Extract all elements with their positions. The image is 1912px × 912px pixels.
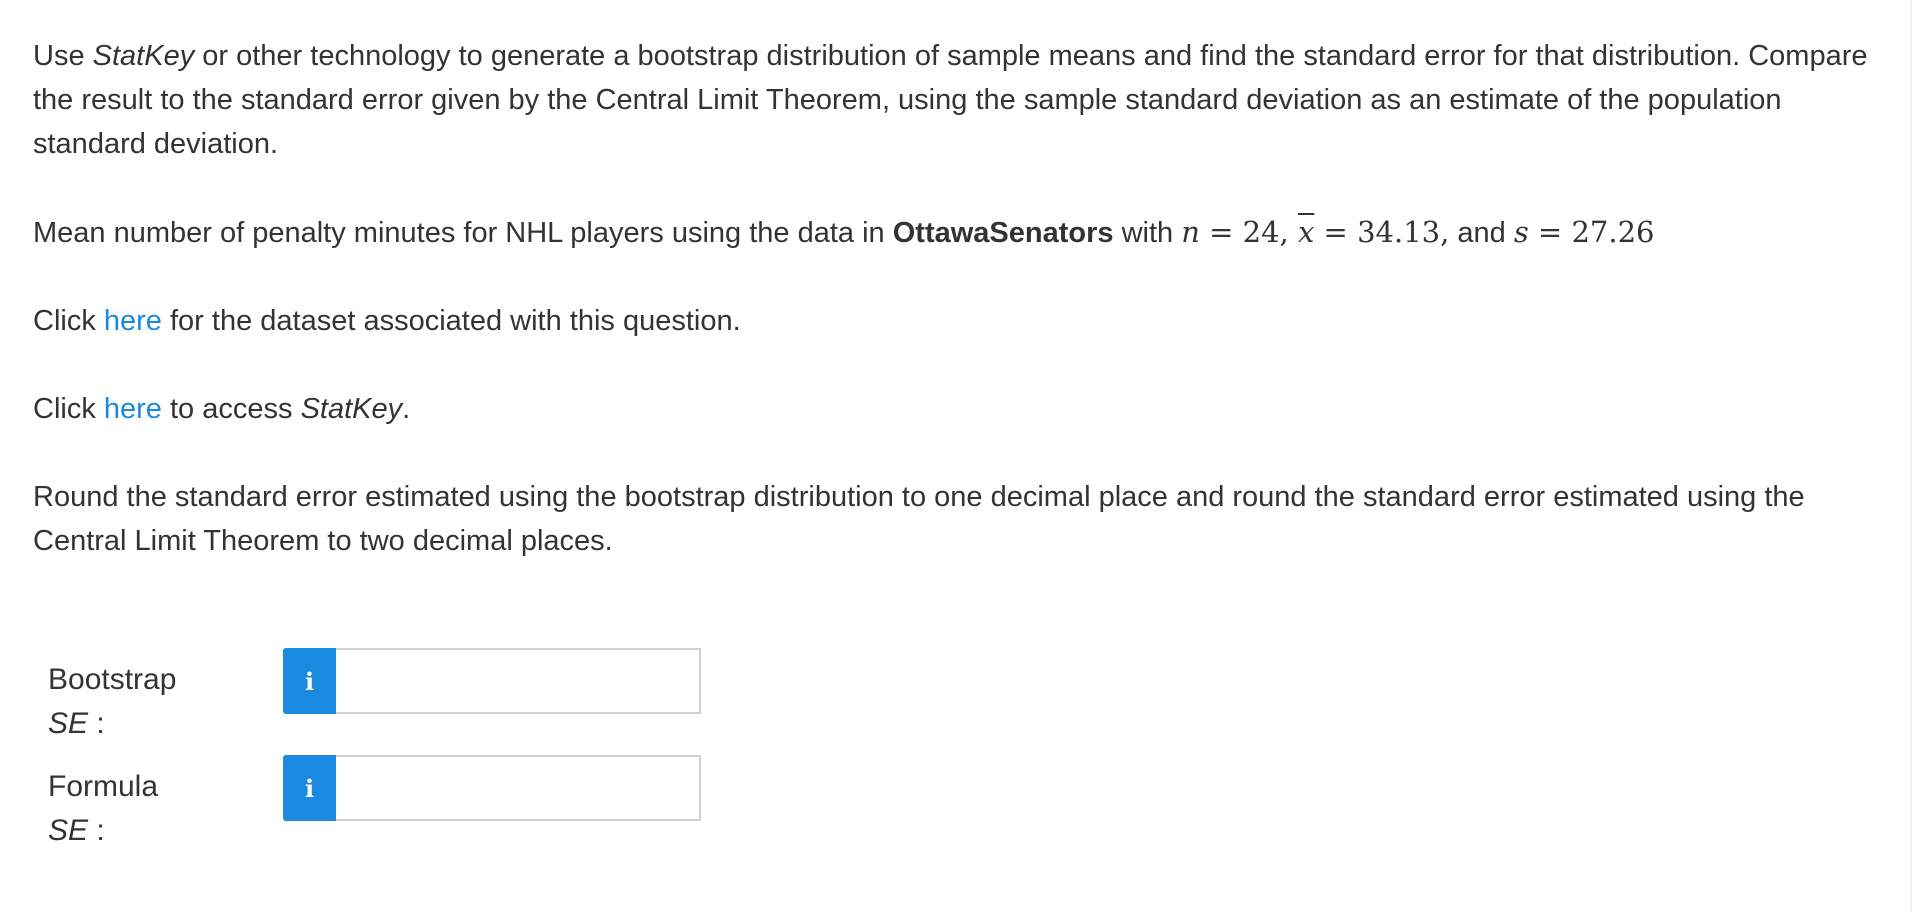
dataset-description <box>33 210 1893 255</box>
xbar-value: = 34.13, <box>1314 215 1450 249</box>
statkey-link-text: to access <box>161 393 301 425</box>
n-value: = 24, <box>1199 215 1298 249</box>
dataset-link-text: for the dataset associated with this question. <box>161 305 741 337</box>
colon-2: : <box>88 814 105 847</box>
rounding-instructions: Round the standard error estimated using the bootstrap distribution to one decimal place and round the standard error estimated using the Central Limit Theorem to two decimal places. <box>33 481 1805 557</box>
formula-label-text: Formula <box>48 770 159 803</box>
with-text: with <box>1113 217 1182 249</box>
se-abbrev-2: SE <box>48 814 89 847</box>
n-symbol: n <box>1181 215 1200 249</box>
dataset-name: OttawaSenators <box>892 217 1114 249</box>
se-abbrev: SE <box>48 707 89 740</box>
bootstrap-label-text: Bootstrap <box>48 663 177 696</box>
instructions-text: Use <box>33 40 93 72</box>
statkey-name-2: StatKey <box>300 393 403 425</box>
statkey-link-paragraph <box>33 387 1893 431</box>
sample-size-math <box>1181 215 1449 249</box>
dataset-link-paragraph <box>33 299 1893 343</box>
statkey-link[interactable]: here <box>103 393 162 425</box>
period: . <box>402 393 411 425</box>
sd-math <box>1514 215 1655 249</box>
instructions-paragraph <box>33 34 1893 166</box>
formula-se-input[interactable] <box>336 755 701 821</box>
bootstrap-se-input[interactable] <box>336 648 701 714</box>
xbar-symbol: $\overline{x}$ <box>1297 215 1315 249</box>
info-icon[interactable]: i <box>283 755 336 821</box>
bootstrap-se-label <box>48 658 176 746</box>
statkey-name: StatKey <box>92 40 195 72</box>
s-symbol: s <box>1513 215 1529 249</box>
instructions-text-2: or other technology to generate a bootstrap distribution of sample means and find the standard error for that distribution. Compare the result to the standard error given by the Central Limit Theorem, using the sample standard deviation as an estimate of the population standard deviation. <box>33 40 1868 160</box>
colon: : <box>88 707 105 740</box>
description-text: Mean number of penalty minutes for NHL players using the data in <box>33 217 893 249</box>
and-text: and <box>1449 217 1514 249</box>
formula-se-label <box>48 765 158 853</box>
click-text-2: Click <box>33 393 104 425</box>
question-body <box>33 34 1893 607</box>
dataset-link[interactable]: here <box>103 305 162 337</box>
click-text: Click <box>33 305 104 337</box>
s-value: = 27.26 <box>1528 215 1655 249</box>
info-icon[interactable]: i <box>283 648 336 714</box>
